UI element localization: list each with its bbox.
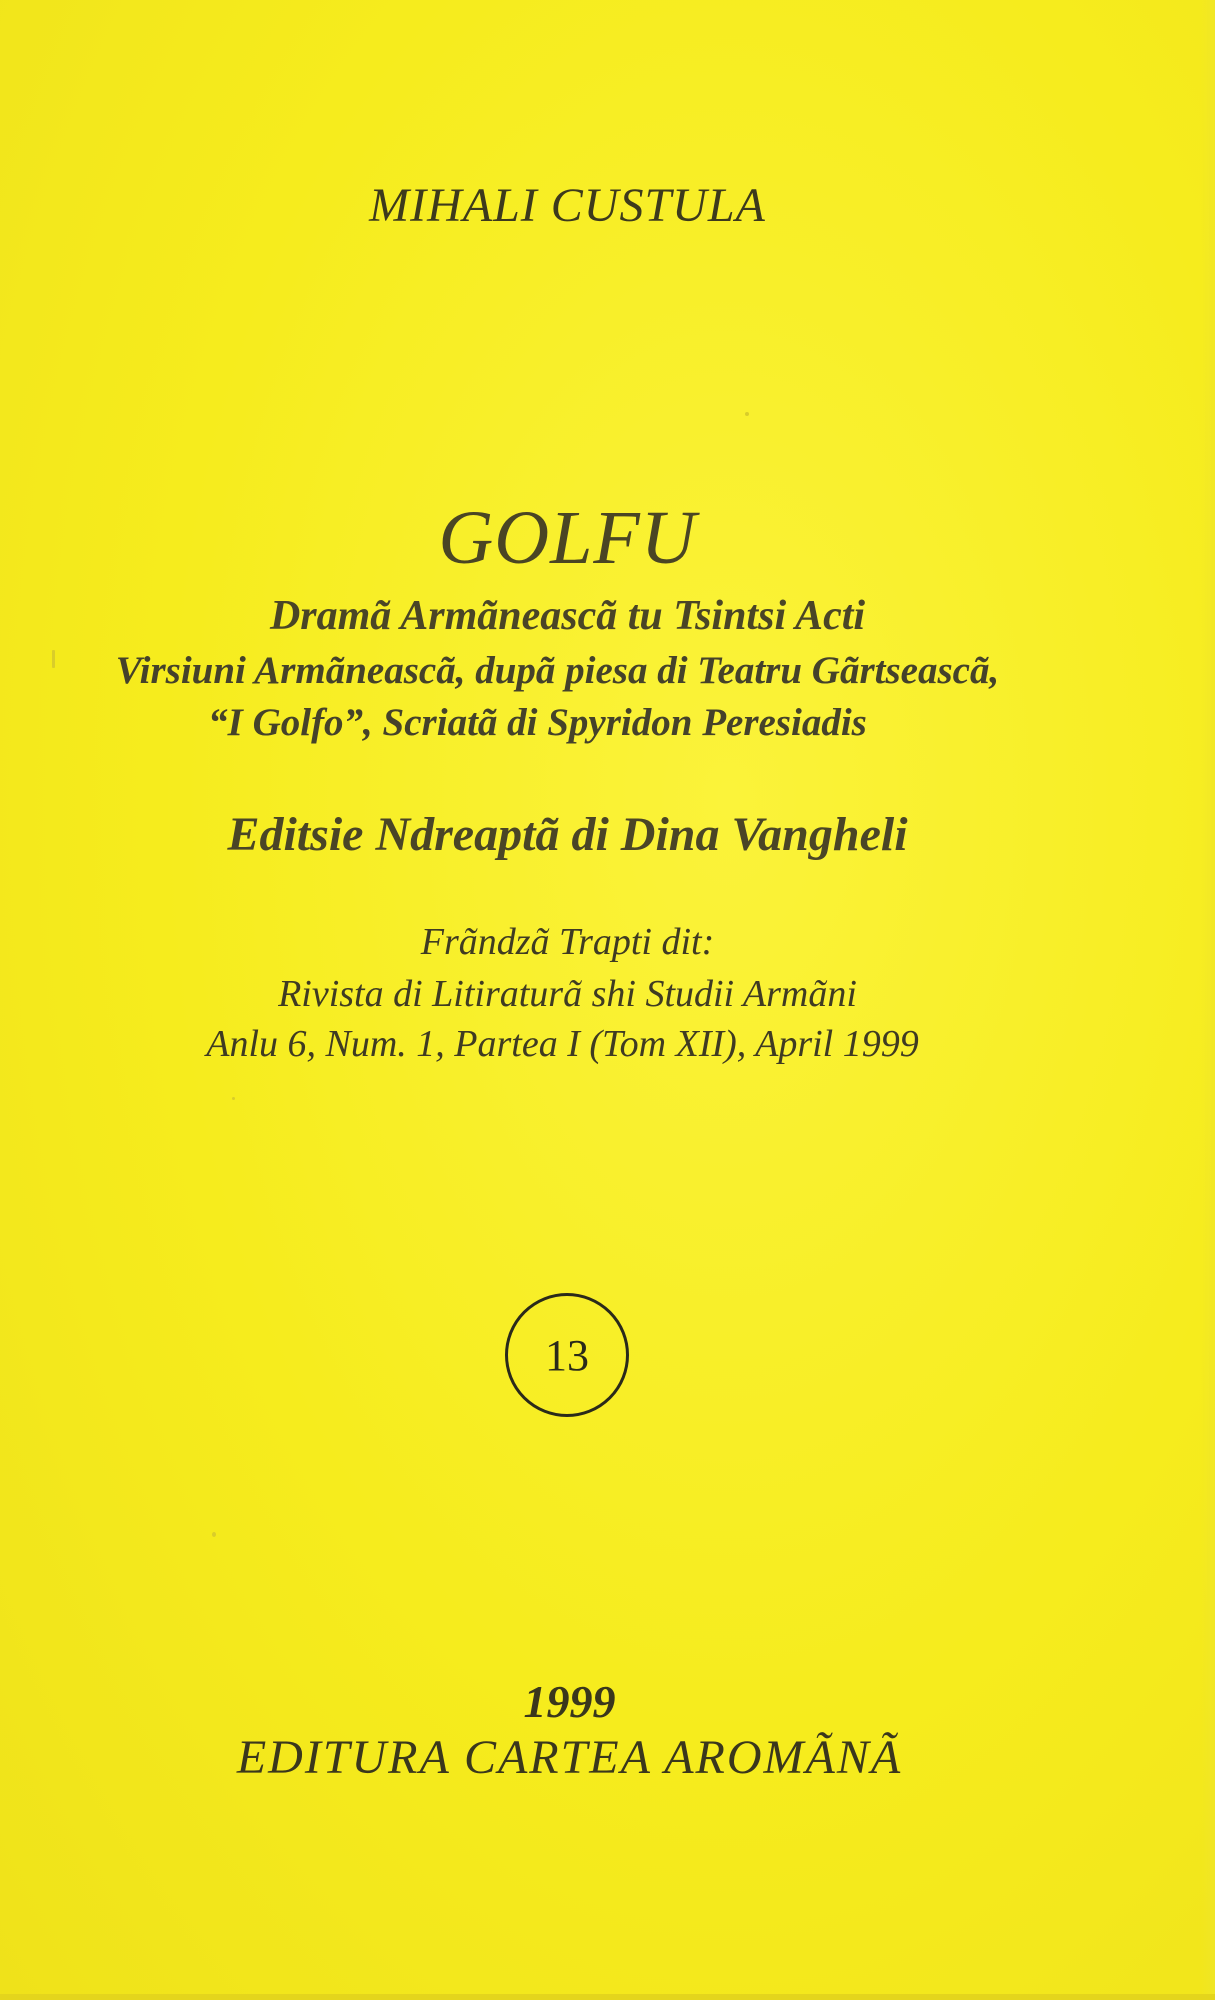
author-name: MIHALI CUSTULA	[369, 179, 766, 232]
version-note-line-1: Virsiuni Armãneascã, dupã piesa di Teatru Gãrtseascã,	[115, 649, 1000, 692]
book-title: GOLFU	[438, 496, 697, 580]
series-number: 13	[545, 1330, 589, 1380]
extract-source-line-2: Anlu 6, Num. 1, Partea I (Tom XII), April 1999	[206, 1023, 919, 1065]
paper-speck	[745, 412, 749, 416]
cover-edge-shade	[1201, 0, 1215, 2000]
book-subtitle: Dramã Armãneascã tu Tsintsi Acti	[269, 593, 866, 639]
series-number-badge	[505, 1293, 629, 1417]
version-note-line-2: “I Golfo”, Scriatã di Spyridon Peresiadis	[208, 701, 867, 744]
edition-note: Editsie Ndreaptã di Dina Vangheli	[227, 808, 908, 861]
extract-source-line-1: Rivista di Litiraturã shi Studii Armãni	[278, 973, 857, 1015]
publisher-name: EDITURA CARTEA AROMÃNÃ	[236, 1731, 903, 1784]
paper-speck	[52, 650, 55, 668]
extract-heading: Frãndzã Trapti dit:	[420, 921, 715, 963]
paper-speck	[212, 1532, 216, 1537]
publication-year: 1999	[523, 1676, 616, 1727]
paper-speck	[232, 1097, 235, 1100]
